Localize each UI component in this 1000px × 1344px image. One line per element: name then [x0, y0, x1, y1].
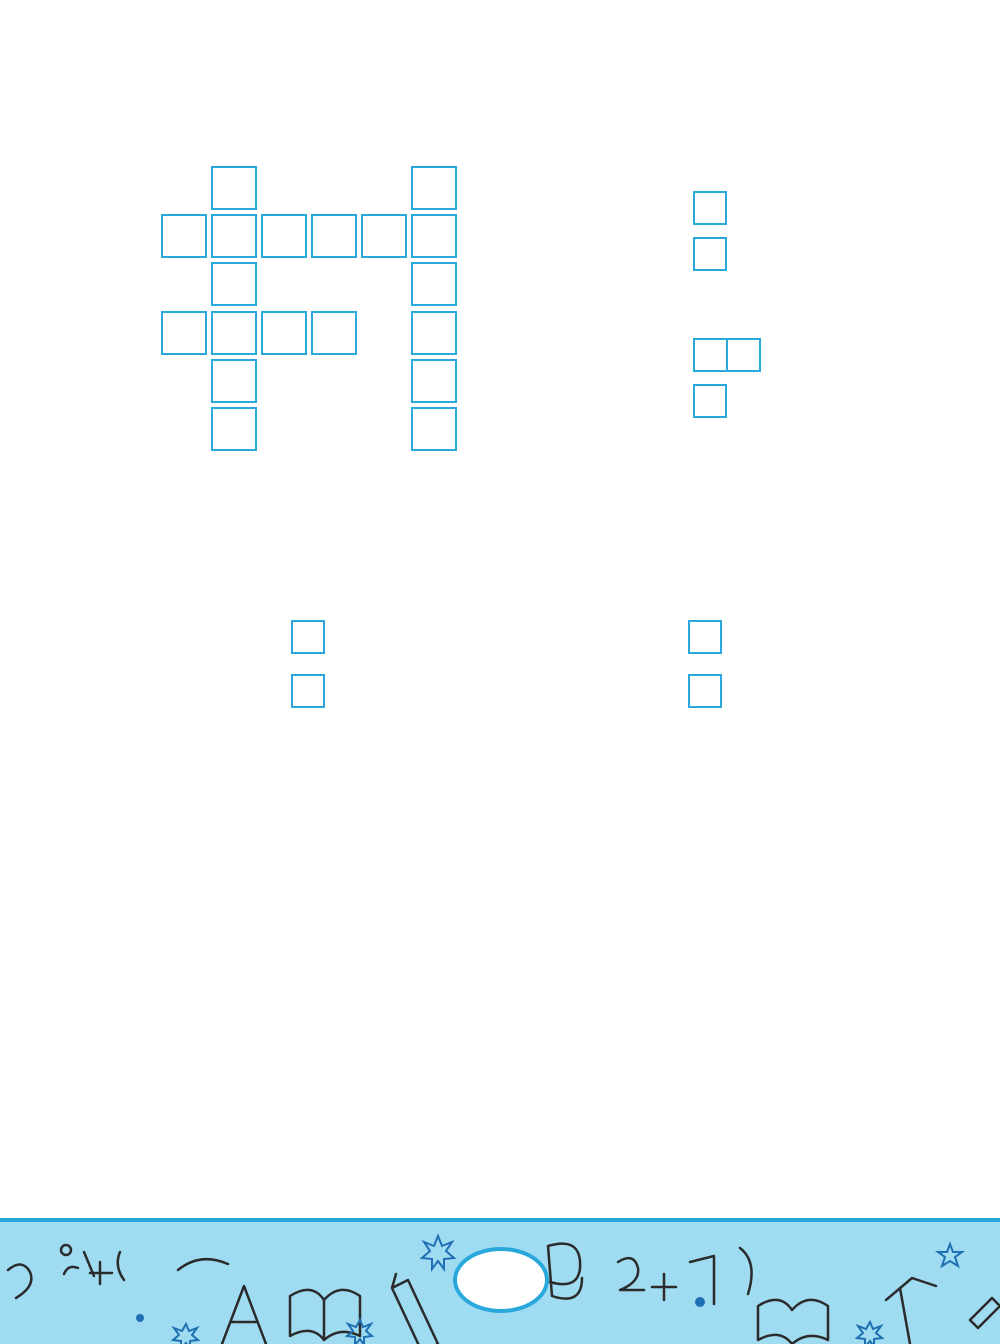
page-number: [453, 1247, 549, 1313]
answer-box[interactable]: [693, 384, 727, 418]
task6-eq-3: [163, 674, 329, 708]
crossword-cell[interactable]: [211, 359, 257, 403]
answer-box[interactable]: [693, 338, 727, 372]
crossword-cell[interactable]: [411, 407, 457, 451]
answer-box[interactable]: [693, 191, 727, 225]
crossword-cell[interactable]: [161, 311, 207, 355]
crossword-cell[interactable]: [211, 166, 257, 210]
crossword-cell[interactable]: [211, 311, 257, 355]
answer-box[interactable]: [688, 674, 722, 708]
clue-2: [528, 237, 727, 271]
answer-box[interactable]: [291, 674, 325, 708]
crossword-cell[interactable]: [261, 311, 307, 355]
task6-eq-4: [563, 674, 726, 708]
task6-eq-2: [563, 620, 726, 654]
crossword-cell[interactable]: [411, 166, 457, 210]
answer-box[interactable]: [688, 620, 722, 654]
crossword-cell[interactable]: [411, 359, 457, 403]
crossword-cell[interactable]: [211, 407, 257, 451]
crossword-cell[interactable]: [161, 214, 207, 258]
answer-box[interactable]: [693, 237, 727, 271]
crossword-cell[interactable]: [211, 214, 257, 258]
clue-4: [528, 384, 727, 418]
crossword-cell[interactable]: [411, 311, 457, 355]
crossword-cell[interactable]: [411, 262, 457, 306]
clue-3: [528, 338, 761, 372]
crossword-cell[interactable]: [361, 214, 407, 258]
crossword-cell[interactable]: [311, 311, 357, 355]
crossword-cell[interactable]: [311, 214, 357, 258]
crossword-cell[interactable]: [411, 214, 457, 258]
crossword-cell[interactable]: [211, 262, 257, 306]
answer-box[interactable]: [727, 338, 761, 372]
task6-eq-1: [163, 620, 329, 654]
answer-box[interactable]: [291, 620, 325, 654]
clue-1: [528, 191, 727, 225]
crossword-cell[interactable]: [261, 214, 307, 258]
